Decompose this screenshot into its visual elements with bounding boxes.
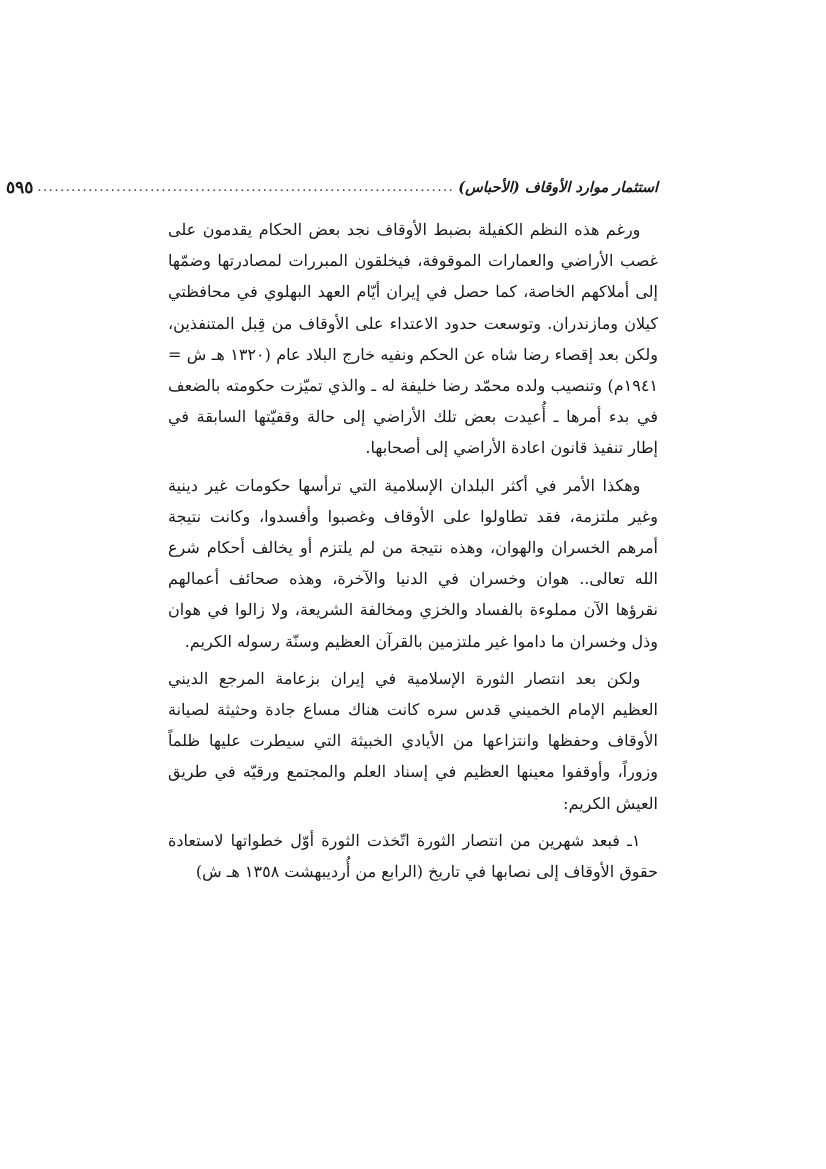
header-leader-dots: .......................................................................... (37, 180, 455, 195)
paragraph-3: ولكن بعد انتصار الثورة الإسلامية في إيران بزعامة المرجع الديني العظيم الإمام الخميني قدس سره كانت هناك مساع جادة وحثيثة لصيانة الأوقاف وحفظها وانتزاعها من الأيادي الخبيثة التي سيطرت عليها ظلماً وزوراً، وأوقفوا معينها العظيم في إسناد العلم والمجتمع ورقيّه في طريق العيش الكريم: (168, 668, 659, 813)
body-text (168, 214, 658, 893)
paragraph-2: وهكذا الأمر في أكثر البلدان الإسلامية التي ترأسها حكومات غير دينية وغير ملتزمة، فقد تطاولوا على الأوقاف وغصبوا وأفسدوا، وكانت نتيجة أمرهم الخسران والهوان، وهذه نتيجة من لم يلتزم أو يخالف أحكام شرع الله تعالى.. هوان وخسران في الدنيا والآخرة، وهذه صحائف أعمالهم نقرؤها الآن مملوءة بالفساد والخزي ومخالفة الشريعة، ولا زالوا في هوان وذل وخسران ما داموا غير ملتزمين بالقرآن العظيم وسنّة رسوله الكريم. (168, 475, 658, 651)
paragraph-4: ١ـ فبعد شهرين من انتصار الثورة اتّخذت الثورة أوّل خطواتها لاستعادة حقوق الأوقاف إلى نصابها في تاريخ (الرابع من أُرديبهشت ١٣٥٨ هـ ش) (168, 830, 658, 882)
paragraph-1: ورغم هذه النظم الكفيلة بضبط الأوقاف نجد بعض الحكام يقدمون على غصب الأراضي والعمارات الموقوفة، فيخلقون المبررات لمصادرتها وضمّها إلى أملاكهم الخاصة، كما حصل في إيران أيّام العهد البهلوي في محافظتي كيلان ومازندران. وتوسعت حدود الاعتداء على الأوقاف من قِبل المتنفذين، ولكن بعد إقصاء رضا شاه عن الحكم ونفيه خارج البلاد عام (١٣٢٠ هـ ش = ١٩٤١م) وتنصيب ولده محمّد رضا خليفة له ـ والذي تميّزت حكومته بالضعف في بدء أمرها ـ أُعيدت بعض تلك الأراضي إلى حالة وقفيّتها السابقة في إطار تنفيذ قانون اعادة الأراضي إلى أصحابها. (168, 220, 658, 458)
header-title: استثمار موارد الأوقاف (الأحباس) (458, 179, 658, 196)
page-number: ٥٩٥ (6, 178, 34, 198)
running-header (6, 174, 658, 202)
